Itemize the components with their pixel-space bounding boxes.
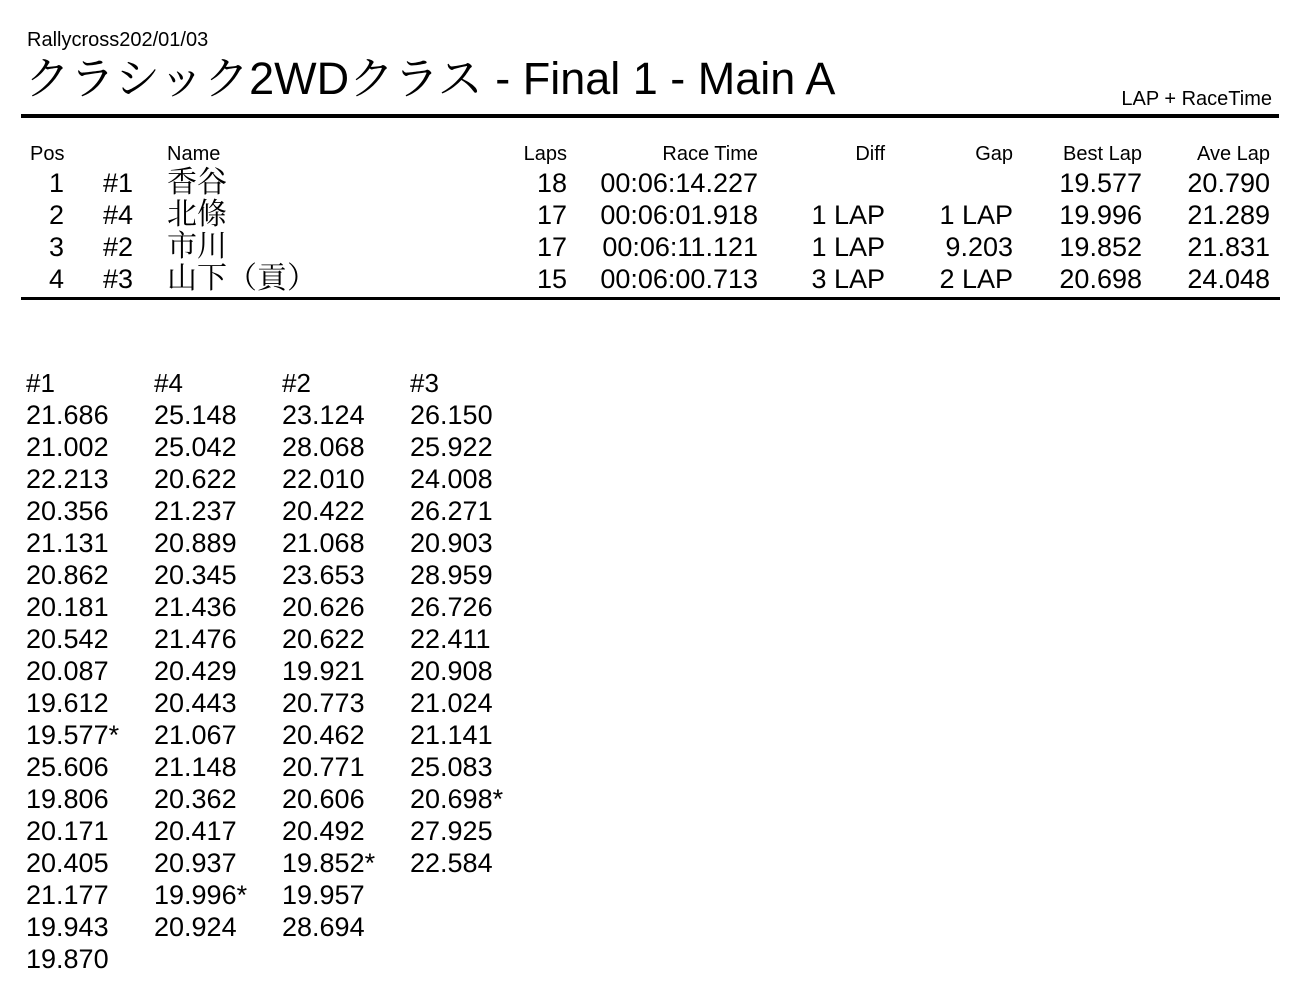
lap-time-cell: 21.237 — [154, 496, 237, 526]
lap-time-cell: 28.068 — [282, 432, 365, 462]
results-rows — [30, 167, 1270, 295]
lap-time-cell: 20.542 — [26, 624, 109, 654]
result-gap — [885, 167, 1013, 199]
result-diff: 1 LAP — [811, 200, 885, 230]
lap-time-cell: 21.024 — [410, 688, 493, 718]
lap-time-cell: 21.476 — [154, 624, 237, 654]
lap-time-cell: 22.584 — [410, 848, 493, 878]
lap-time-cell: 20.345 — [154, 560, 237, 590]
result-diff: 3 LAP — [811, 264, 885, 294]
lap-time-cell: 20.171 — [26, 816, 109, 846]
lap-column-header: #2 — [282, 368, 311, 398]
lap-time-cell: 21.436 — [154, 592, 237, 622]
lap-time-cell: 20.937 — [154, 848, 237, 878]
result-driver-name: 香谷 — [167, 166, 227, 199]
lap-time-cell: 26.150 — [410, 400, 493, 430]
lap-time-cell: 24.008 — [410, 464, 493, 494]
result-pos: 1 — [48, 168, 64, 198]
lap-time-cell: 21.141 — [410, 720, 493, 750]
lap-time-cell: 25.042 — [154, 432, 237, 462]
lap-time-cell: 20.417 — [154, 816, 237, 846]
lap-time-cell: 19.612 — [26, 688, 109, 718]
column-header-ave-lap: Ave Lap — [1196, 143, 1270, 165]
result-laps: 17 — [536, 232, 567, 262]
lap-time-cell: 20.462 — [282, 720, 365, 750]
result-diff — [758, 167, 885, 199]
lap-time-cell: 19.577* — [26, 720, 120, 750]
page-title: クラシック2WDクラス - Final 1 - Main A — [25, 53, 836, 104]
result-driver-name: 市川 — [167, 230, 227, 263]
lap-column — [154, 367, 282, 975]
result-laps: 18 — [536, 168, 567, 198]
lap-time-cell: 22.411 — [410, 624, 491, 654]
lap-time-cell: 20.087 — [26, 656, 109, 686]
lap-time-cell: 20.405 — [26, 848, 109, 878]
lap-time-cell: 21.148 — [154, 752, 237, 782]
result-pos: 2 — [48, 200, 64, 230]
result-ave-lap: 24.048 — [1187, 264, 1270, 294]
lap-column-header: #3 — [410, 368, 439, 398]
lap-time-cell: 21.686 — [26, 400, 109, 430]
result-best-lap: 20.698 — [1059, 264, 1142, 294]
lap-column — [282, 367, 410, 975]
lap-time-cell: 27.925 — [410, 816, 493, 846]
result-car-number: #1 — [103, 168, 134, 198]
timing-mode-label: LAP + RaceTime — [1121, 88, 1272, 110]
lap-time-cell: 22.010 — [282, 464, 365, 494]
column-header-carno — [64, 141, 167, 167]
result-best-lap: 19.852 — [1059, 232, 1142, 262]
lap-time-cell: 20.422 — [282, 496, 365, 526]
result-driver-name: 北條 — [167, 198, 227, 231]
results-row — [30, 231, 1270, 263]
lap-time-cell: 28.694 — [282, 912, 365, 942]
lap-time-cell: 20.622 — [282, 624, 365, 654]
result-race-time: 00:06:00.713 — [600, 264, 758, 294]
result-best-lap: 19.577 — [1059, 168, 1142, 198]
lap-time-cell: 20.181 — [26, 592, 109, 622]
column-header-gap: Gap — [975, 143, 1013, 165]
result-driver-name: 山下（貢） — [167, 262, 317, 295]
lap-time-cell: 25.148 — [154, 400, 237, 430]
result-gap: 9.203 — [945, 232, 1013, 262]
lap-time-cell: 19.806 — [26, 784, 109, 814]
result-laps: 15 — [536, 264, 567, 294]
result-car-number: #3 — [103, 264, 134, 294]
lap-column-header: #1 — [26, 368, 55, 398]
lap-time-cell: 20.903 — [410, 528, 493, 558]
lap-time-cell: 26.726 — [410, 592, 493, 622]
lap-time-cell: 20.492 — [282, 816, 365, 846]
result-race-time: 00:06:14.227 — [600, 168, 758, 198]
result-best-lap: 19.996 — [1059, 200, 1142, 230]
results-divider — [21, 297, 1280, 300]
lap-column — [410, 367, 538, 975]
lap-time-cell: 28.959 — [410, 560, 493, 590]
result-laps: 17 — [536, 200, 567, 230]
column-header-pos: Pos — [30, 143, 65, 165]
result-gap: 2 LAP — [939, 264, 1013, 294]
lap-time-cell: 19.957 — [282, 880, 365, 910]
lap-time-cell: 25.606 — [26, 752, 109, 782]
lap-time-cell: 20.362 — [154, 784, 237, 814]
result-ave-lap: 21.289 — [1187, 200, 1270, 230]
results-header-row — [30, 141, 1270, 167]
column-header-name: Name — [167, 143, 221, 165]
lap-time-cell: 23.653 — [282, 560, 365, 590]
result-pos: 4 — [48, 264, 64, 294]
results-row — [30, 263, 1270, 295]
event-label: Rallycross202/01/03 — [27, 29, 209, 51]
result-gap: 1 LAP — [939, 200, 1013, 230]
result-pos: 3 — [48, 232, 64, 262]
result-race-time: 00:06:11.121 — [602, 232, 758, 262]
lap-column-header: #4 — [154, 368, 183, 398]
lap-time-cell: 26.271 — [410, 496, 493, 526]
results-table — [30, 141, 1270, 295]
lap-time-cell: 20.622 — [154, 464, 237, 494]
result-ave-lap: 20.790 — [1187, 168, 1270, 198]
lap-time-cell: 23.124 — [282, 400, 365, 430]
lap-time-cell: 20.773 — [282, 688, 365, 718]
lap-time-cell: 21.068 — [282, 528, 365, 558]
lap-time-cell: 20.356 — [26, 496, 109, 526]
results-row — [30, 199, 1270, 231]
result-car-number: #4 — [103, 200, 134, 230]
lap-time-cell: 19.996* — [154, 880, 248, 910]
lap-time-cell: 20.908 — [410, 656, 493, 686]
column-header-race-time: Race Time — [662, 143, 758, 165]
lap-time-cell: 19.870 — [26, 944, 109, 974]
lap-time-cell: 19.943 — [26, 912, 109, 942]
result-car-number: #2 — [103, 232, 134, 262]
lap-time-cell: 20.698* — [410, 784, 504, 814]
lap-time-cell: 21.067 — [154, 720, 237, 750]
lap-time-cell: 21.177 — [26, 880, 109, 910]
result-race-time: 00:06:01.918 — [600, 200, 758, 230]
column-header-diff: Diff — [855, 143, 885, 165]
lap-time-cell: 20.443 — [154, 688, 237, 718]
lap-time-cell: 22.213 — [26, 464, 109, 494]
lap-time-cell: 20.889 — [154, 528, 237, 558]
title-divider — [21, 114, 1279, 118]
lap-time-cell: 20.606 — [282, 784, 365, 814]
lap-time-cell: 21.131 — [26, 528, 109, 558]
result-ave-lap: 21.831 — [1187, 232, 1270, 262]
lap-time-cell: 19.852* — [282, 848, 376, 878]
lap-time-cell: 19.921 — [282, 656, 365, 686]
lap-column — [26, 367, 154, 975]
lap-time-cell: 20.429 — [154, 656, 237, 686]
lap-time-cell: 20.924 — [154, 912, 237, 942]
lap-time-cell: 25.922 — [410, 432, 493, 462]
lap-time-cell: 20.771 — [282, 752, 365, 782]
lap-times-grid — [26, 367, 538, 975]
lap-time-cell: 20.626 — [282, 592, 365, 622]
lap-time-cell: 25.083 — [410, 752, 493, 782]
lap-time-cell: 20.862 — [26, 560, 109, 590]
column-header-best-lap: Best Lap — [1063, 143, 1142, 165]
lap-time-cell: 21.002 — [26, 432, 109, 462]
column-header-laps: Laps — [523, 143, 567, 165]
results-row — [30, 167, 1270, 199]
result-diff: 1 LAP — [811, 232, 885, 262]
